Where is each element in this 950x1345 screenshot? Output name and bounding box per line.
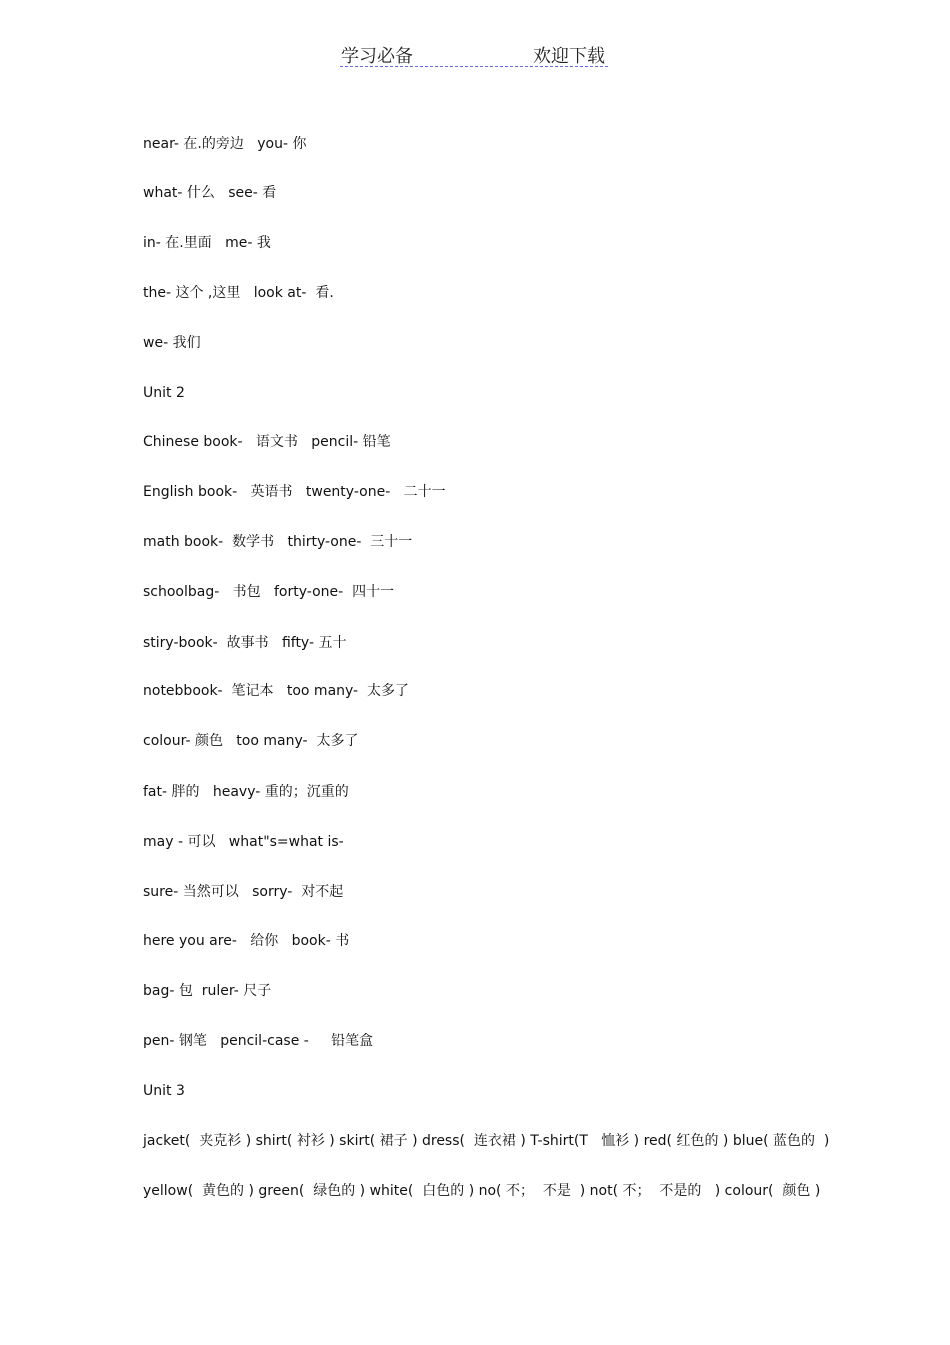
vocab-line: here you are- 给你 book- 书 xyxy=(143,933,350,949)
vocab-line: we- 我们 xyxy=(143,335,201,351)
vocab-line: what- 什么 see- 看 xyxy=(143,185,277,201)
vocab-line: yellow( 黄色的 ) green( 绿色的 ) white( 白色的 ) no( 不； 不是 ) not( 不； 不是的 ) colour( 颜色 ) xyxy=(143,1183,821,1199)
unit-heading: Unit 2 xyxy=(143,385,185,401)
vocab-line: notebbook- 笔记本 too many- 太多了 xyxy=(143,683,410,699)
vocab-line: sure- 当然可以 sorry- 对不起 xyxy=(143,884,344,900)
header-right-text: 欢迎下载 xyxy=(533,46,605,67)
vocab-line: bag- 包 ruler- 尺子 xyxy=(143,983,272,999)
vocab-line: fat- 胖的 heavy- 重的；沉重的 xyxy=(143,784,349,800)
vocab-line: colour- 颜色 too many- 太多了 xyxy=(143,733,359,749)
header-left-text: 学习必备 xyxy=(341,46,413,67)
vocab-line: in- 在.里面 me- 我 xyxy=(143,235,271,251)
vocab-line: English book- 英语书 twenty-one- 二十一 xyxy=(143,484,446,500)
unit-heading: Unit 3 xyxy=(143,1083,185,1099)
vocab-line: stiry-book- 故事书 fifty- 五十 xyxy=(143,635,347,651)
page-header xyxy=(340,40,608,67)
vocab-line: the- 这个 ,这里 look at- 看. xyxy=(143,285,334,301)
vocab-line: pen- 钢笔 pencil-case - 铅笔盒 xyxy=(143,1033,374,1049)
vocab-line: schoolbag- 书包 forty-one- 四十一 xyxy=(143,584,395,600)
vocab-line: Chinese book- 语文书 pencil- 铅笔 xyxy=(143,434,391,450)
vocab-line: may - 可以 what"s=what is- xyxy=(143,834,344,850)
vocab-line: math book- 数学书 thirty-one- 三十一 xyxy=(143,534,413,550)
vocab-line: jacket( 夹克衫 ) shirt( 衬衫 ) skirt( 裙子 ) dress( 连衣裙 ) T-shirt(T 恤衫 ) red( 红色的 ) blue( 蓝色的 ) xyxy=(143,1133,830,1149)
vocab-line: near- 在.的旁边 you- 你 xyxy=(143,136,307,152)
